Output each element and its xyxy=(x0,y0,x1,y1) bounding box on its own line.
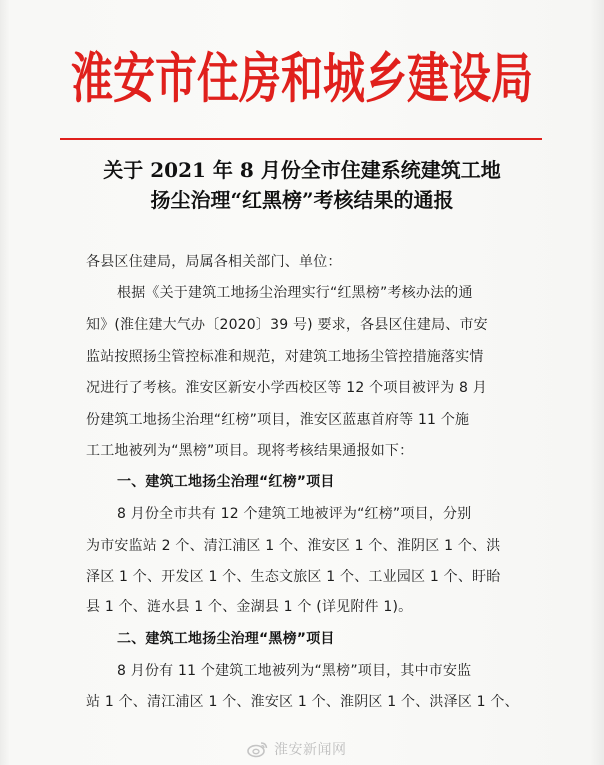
paragraph-3-line: 站 1 个、清江浦区 1 个、淮安区 1 个、淮阴区 1 个、洪泽区 1 个、 xyxy=(86,694,519,710)
paragraph-2-line: 县 1 个、涟水县 1 个、金湖县 1 个 (详见附件 1)。 xyxy=(86,599,413,615)
paragraph-2-line: 泽区 1 个、开发区 1 个、生态文旅区 1 个、工业园区 1 个、盱眙 xyxy=(86,569,501,585)
weibo-icon xyxy=(247,740,269,758)
paragraph-1-line: 工工地被列为“黑榜”项目。现将考核结果通报如下： xyxy=(86,443,414,459)
paragraph-2-line: 8 月份全市共有 12 个建筑工地被评为“红榜”项目，分别 xyxy=(117,506,472,522)
paragraph-1-line: 根据《关于建筑工地扬尘治理实行“红黑榜”考核办法的通 xyxy=(117,285,473,301)
document-title-line-1: 关于 2021 年 8 月份全市住建系统建筑工地 xyxy=(103,158,501,182)
paragraph-3-line: 8 月份有 11 个建筑工地被列为“黑榜”项目，其中市安监 xyxy=(117,663,472,679)
paragraph-2-line: 为市安监站 2 个、清江浦区 1 个、淮安区 1 个、淮阴区 1 个、洪 xyxy=(86,538,501,554)
salutation: 各县区住建局，局属各相关部门、单位： xyxy=(86,254,342,270)
letterhead-org-name: 淮安市住房和城乡建设局 xyxy=(70,46,533,110)
section-heading-black-list: 二、建筑工地扬尘治理“黑榜”项目 xyxy=(117,631,335,647)
watermark-text: 淮安新闻网 xyxy=(274,742,347,758)
letterhead-red-rule xyxy=(60,138,542,140)
paragraph-1-line: 份建筑工地扬尘治理“红榜”项目，淮安区蓝惠首府等 11 个施 xyxy=(86,412,470,428)
section-heading-red-list: 一、建筑工地扬尘治理“红榜”项目 xyxy=(117,474,335,490)
paragraph-1-line: 知》(淮住建大气办〔2020〕39 号) 要求，各县区住建局、市安 xyxy=(86,317,488,333)
paragraph-1-line: 监站按照扬尘管控标准和规范，对建筑工地扬尘管控措施落实情 xyxy=(86,349,484,365)
watermark xyxy=(247,739,347,759)
paragraph-1-line: 况进行了考核。淮安区新安小学西校区等 12 个项目被评为 8 月 xyxy=(86,380,487,396)
document-title-line-2: 扬尘治理“红黑榜”考核结果的通报 xyxy=(150,188,454,212)
